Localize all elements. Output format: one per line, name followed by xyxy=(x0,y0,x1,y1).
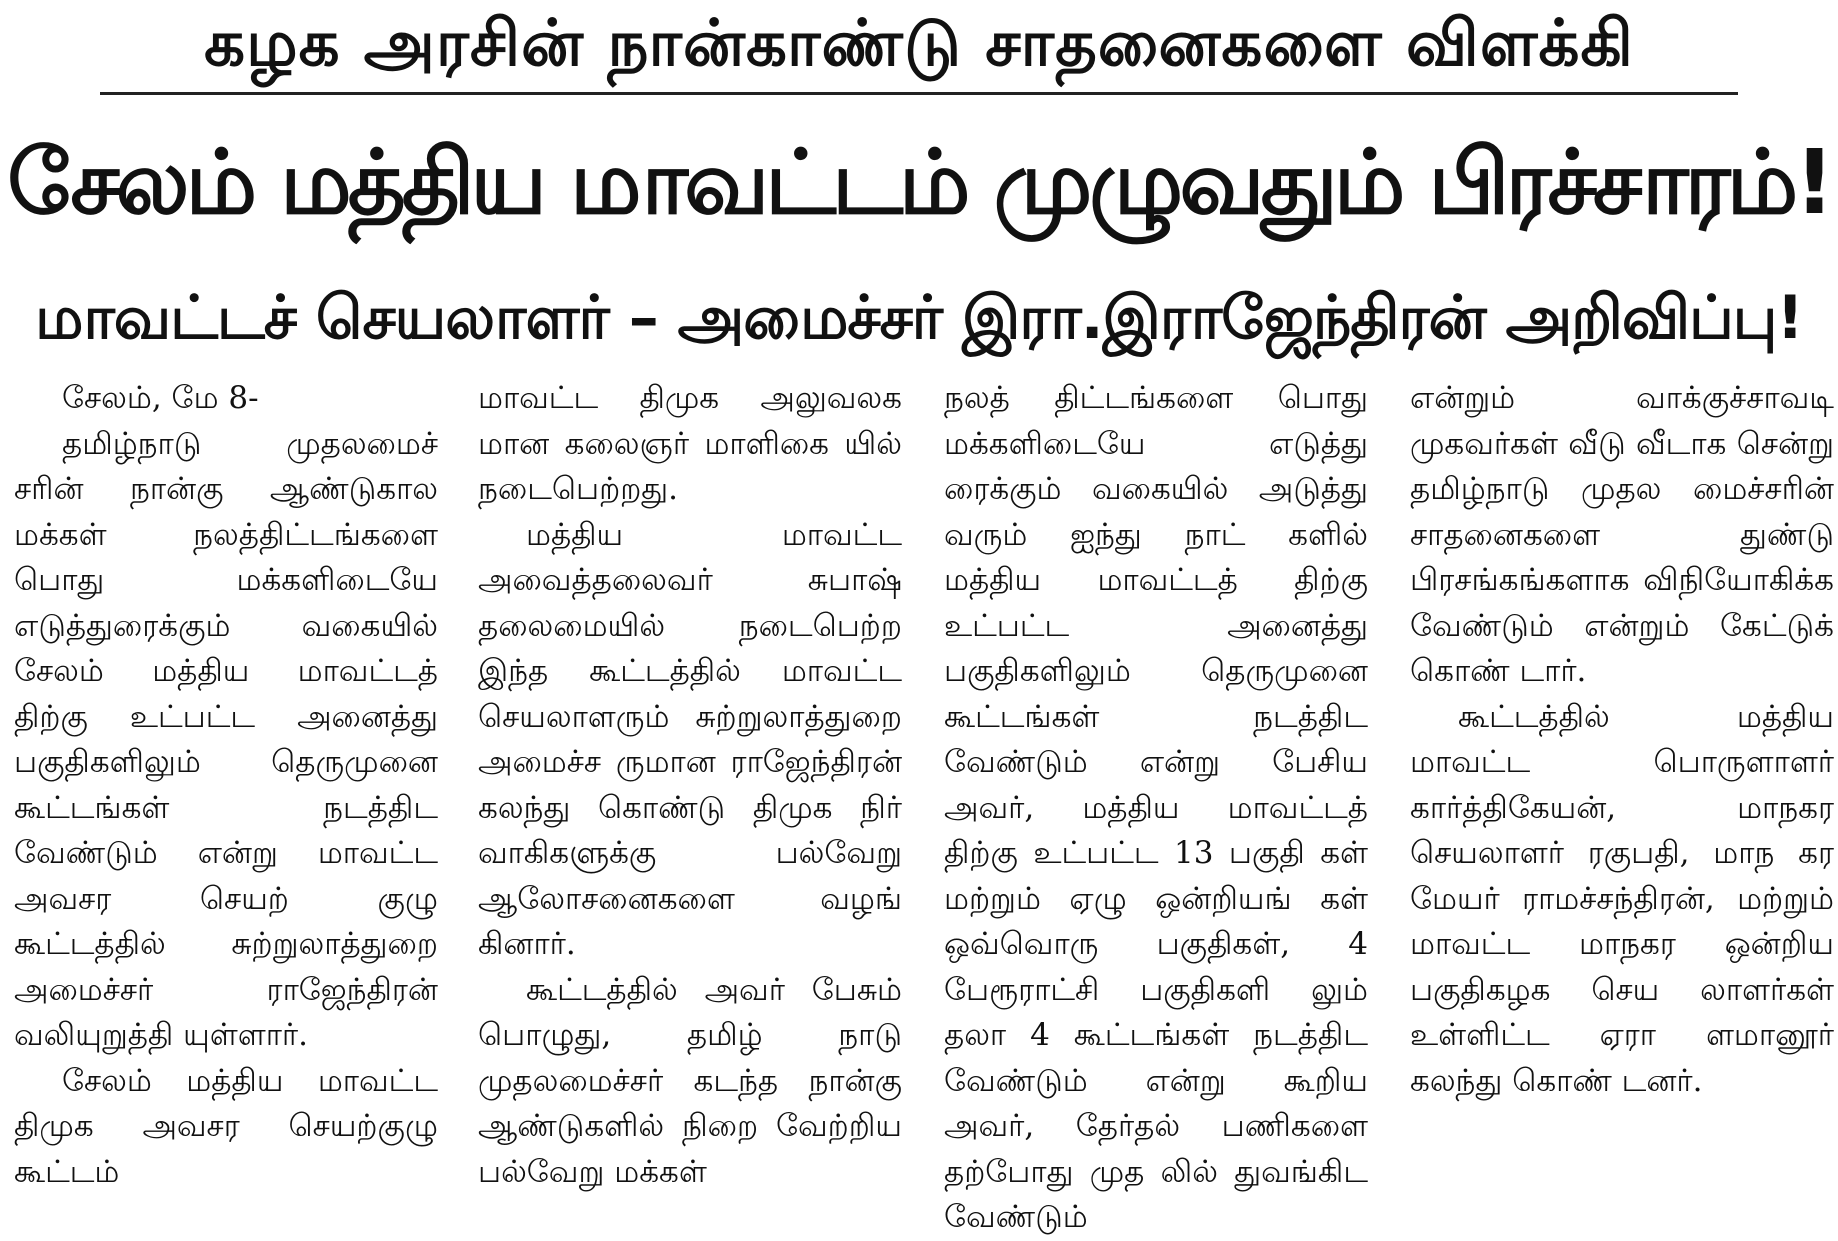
article-paragraph: மாவட்ட திமுக அலுவலக மான கலைஞர் மாளிகை யில் நடைபெற்றது. xyxy=(478,380,902,507)
article-paragraph: கூட்டத்தில் மத்திய மாவட்ட பொருளாளர் கார்த்திகேயன், மாநகர செயலாளர் ரகுபதி, மாந கர மேயர் ராமச்சந்திரன், மற்றும் மாவட்ட மாநகர ஒன்றிய பகுதிகழக செய லாளர்கள் உள்ளிட்ட ஏரா ளமானூர் கலந்து கொண் டனர். xyxy=(1410,698,1834,1099)
article-column-3 xyxy=(944,376,1368,1235)
article-headline: சேலம் மத்திய மாவட்டம் முழுவதும் பிரச்சாரம்! xyxy=(7,130,1831,234)
article-paragraph: மத்திய மாவட்ட அவைத்தலைவர் சுபாஷ் தலைமையில் நடைபெற்ற இந்த கூட்டத்தில் மாவட்ட செயலாளரும் சுற்றுலாத்துறை அமைச்ச ருமான ராஜேந்திரன் கலந்து கொண்டு திமுக நிர் வாகிகளுக்கு பல்வேறு ஆலோசனைகளை வழங் கினார். xyxy=(478,516,902,962)
article-dateline: சேலம், மே 8- xyxy=(62,380,259,416)
article-paragraph: சேலம் மத்திய மாவட்ட திமுக அவசர செயற்குழு கூட்டம் xyxy=(14,1062,438,1190)
kicker-divider xyxy=(100,92,1738,95)
article-column-2 xyxy=(478,376,902,1206)
article-paragraph: கூட்டத்தில் அவர் பேசும் பொழுது, தமிழ் நாடு முதலமைச்சர் கடந்த நான்கு ஆண்டுகளில் நிறை வேற்றிய பல்வேறு மக்கள் xyxy=(478,971,902,1190)
article-kicker: கழக அரசின் நான்காண்டு சாதனைகளை விளக்கி xyxy=(204,7,1634,81)
article-column-4 xyxy=(1410,376,1834,1206)
article-paragraph: தமிழ்நாடு முதலமைச் சரின் நான்கு ஆண்டுகால மக்கள் நலத்திட்டங்களை பொது மக்களிடையே எடுத்துரைக்கும் வகையில் சேலம் மத்திய மாவட்டத் திற்கு உட்பட்ட அனைத்து பகுதிகளிலும் தெருமுனை கூட்டங்கள் நடத்திட வேண்டும் என்று மாவட்ட அவசர செயற் குழு கூட்டத்தில் சுற்றுலாத்துறை அமைச்சர் ராஜேந்திரன் வலியுறுத்தி யுள்ளார். xyxy=(14,425,438,1053)
article-paragraph: நலத் திட்டங்களை பொது மக்களிடையே எடுத்து ரைக்கும் வகையில் அடுத்து வரும் ஐந்து நாட் களில் மத்திய மாவட்டத் திற்கு உட்பட்ட அனைத்து பகுதிகளிலும் தெருமுனை கூட்டங்கள் நடத்திட வேண்டும் என்று பேசிய அவர், மத்திய மாவட்டத் திற்கு உட்பட்ட 13 பகுதி கள் மற்றும் ஏழு ஒன்றியங் கள் ஒவ்வொரு பகுதிகள், 4 பேரூராட்சி பகுதிகளி லும் தலா 4 கூட்டங்கள் நடத்திட வேண்டும் என்று கூறிய அவர், தேர்தல் பணிகளை தற்போது முத லில் துவங்கிட வேண்டும் xyxy=(944,380,1368,1235)
article-column-1 xyxy=(14,376,438,1206)
article-paragraph: என்றும் வாக்குச்சாவடி முகவர்கள் வீடு வீடாக சென்று தமிழ்நாடு முதல மைச்சரின் சாதனைகளை துண்டு பிரசங்கங்களாக விநியோகிக்க வேண்டும் என்றும் கேட்டுக் கொண் டார். xyxy=(1410,380,1834,689)
article-subheadline: மாவட்டச் செயலாளர் – அமைச்சர் இரா.இராஜேந்திரன் அறிவிப்பு! xyxy=(35,283,1803,353)
